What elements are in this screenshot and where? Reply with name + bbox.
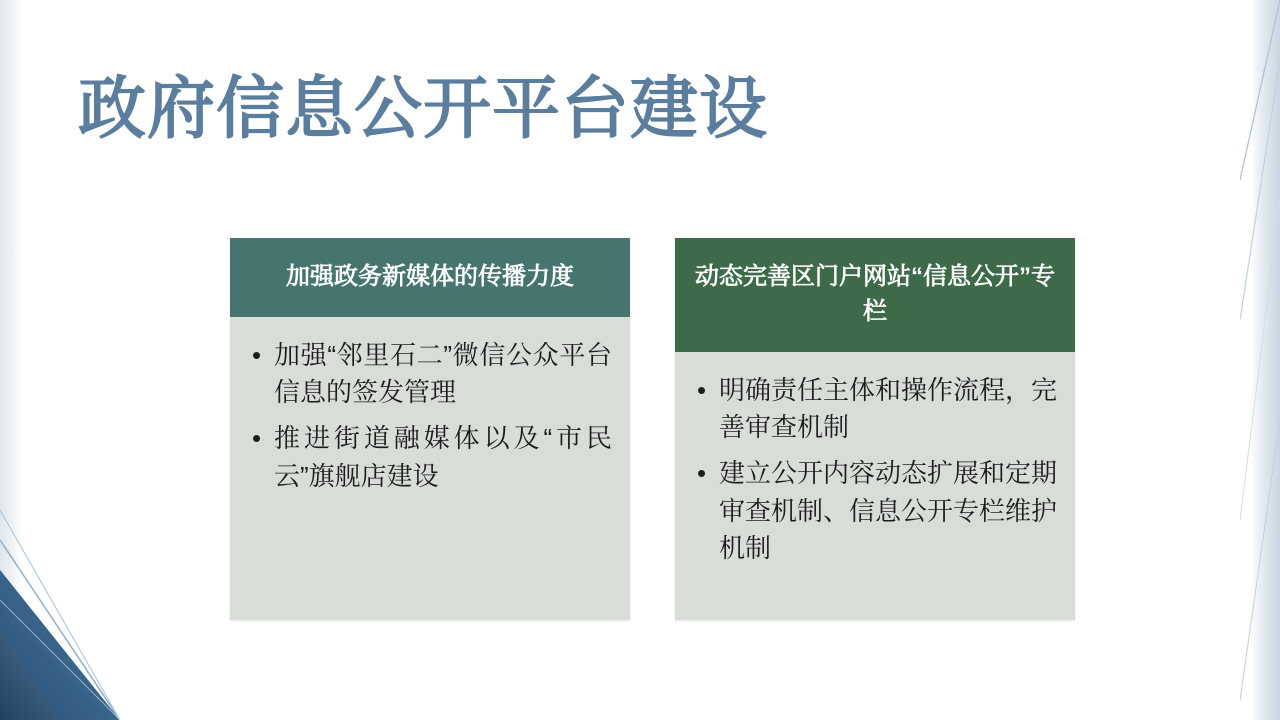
right-edge-graphic bbox=[1240, 0, 1280, 720]
card-right-body bbox=[675, 352, 1075, 620]
card-right-bullet-list bbox=[693, 372, 1057, 568]
right-edge-lines-svg bbox=[1240, 0, 1280, 720]
list-item: • 推进街道融媒体以及“市民云”旗舰店建设 bbox=[248, 420, 612, 495]
left-corner-graphic bbox=[0, 420, 120, 720]
list-item: • 加强“邻里石二”微信公众平台信息的签发管理 bbox=[248, 337, 612, 412]
left-corner-lines-svg bbox=[0, 420, 120, 720]
list-item: • 明确责任主体和操作流程，完善审查机制 bbox=[693, 372, 1057, 447]
page-title: 政府信息公开平台建设 bbox=[78, 71, 769, 147]
card-left-bullet-list bbox=[248, 337, 612, 496]
card-left-body bbox=[230, 317, 630, 620]
card-container bbox=[230, 238, 1075, 620]
card-left bbox=[230, 238, 630, 620]
list-item: • 建立公开内容动态扩展和定期审查机制、信息公开专栏维护机制 bbox=[693, 455, 1057, 568]
card-right bbox=[675, 238, 1075, 620]
card-right-header: 动态完善区门户网站“信息公开”专栏 bbox=[675, 238, 1075, 352]
card-left-header: 加强政务新媒体的传播力度 bbox=[230, 238, 630, 317]
